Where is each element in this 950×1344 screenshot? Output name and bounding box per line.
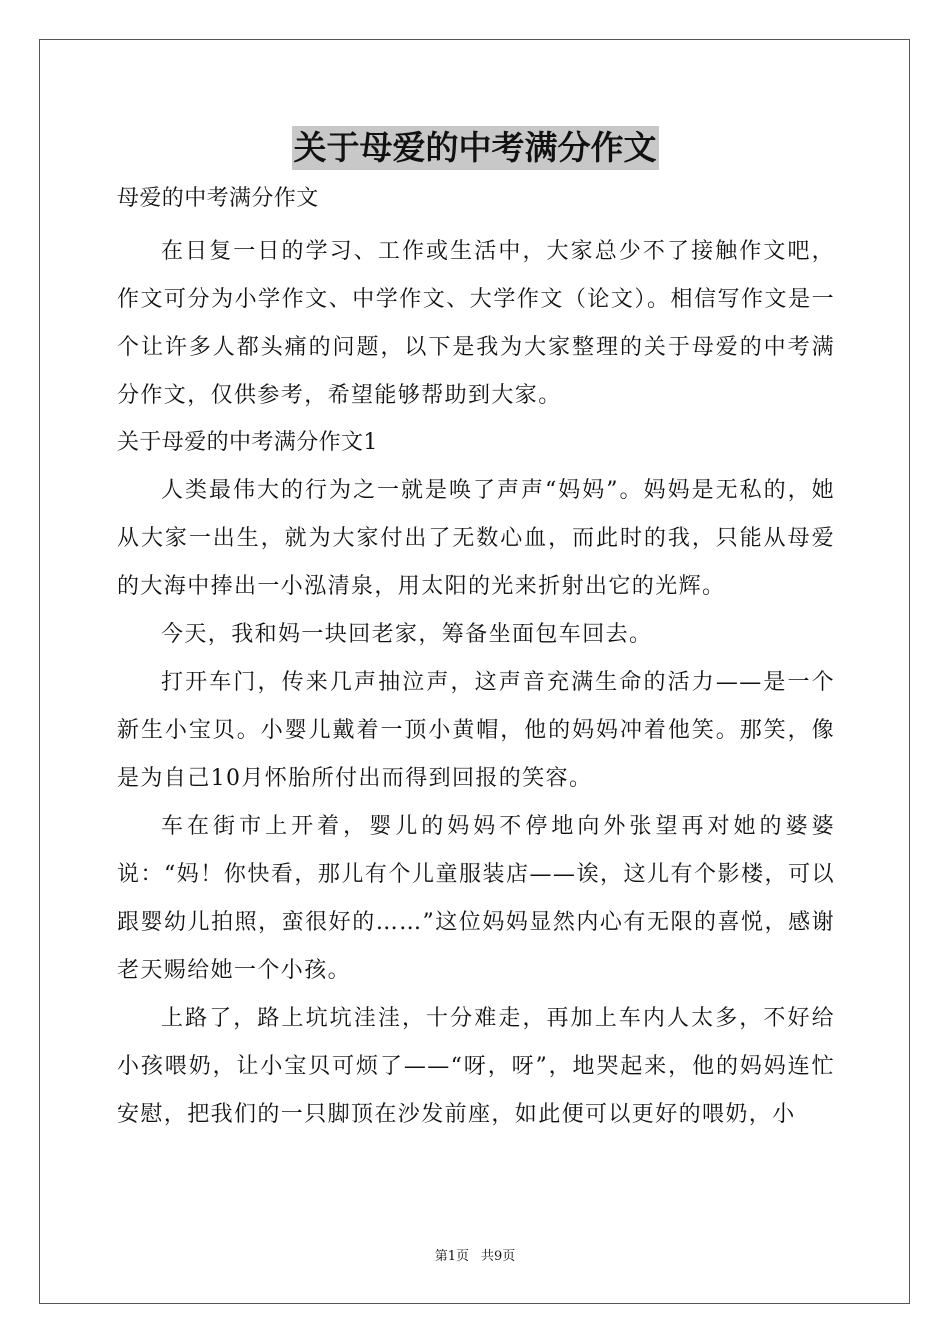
page-footer <box>0 1248 950 1266</box>
document-body <box>117 178 835 1139</box>
page-total: 共9页 <box>481 1249 516 1264</box>
body-paragraph: 打开车门，传来几声抽泣声，这声音充满生命的活力——是一个新生小宝贝。小婴儿戴着一顶小黄帽，他的妈妈冲着他笑。那笑，像是为自己10月怀胎所付出而得到回报的笑容。 <box>117 670 835 791</box>
title-container <box>0 126 950 170</box>
document-title: 关于母爱的中考满分作文 <box>292 126 659 170</box>
body-paragraph: 车在街市上开着，婴儿的妈妈不停地向外张望再对她的婆婆说：“妈！你快看，那儿有个儿童服装店——诶，这儿有个影楼，可以跟婴幼儿拍照，蛮很好的……”这位妈妈显然内心有无限的喜悦，感谢老天赐给她一个小孩。 <box>117 814 835 983</box>
document-subtitle: 母爱的中考满分作文 <box>117 186 319 211</box>
body-paragraph: 今天，我和妈一块回老家，筹备坐面包车回去。 <box>161 622 653 647</box>
section-heading: 关于母爱的中考满分作文1 <box>117 430 378 455</box>
intro-paragraph: 在日复一日的学习、工作或生活中，大家总少不了接触作文吧，作文可分为小学作文、中学作文、大学作文（论文）。相信写作文是一个让许多人都头痛的问题，以下是我为大家整理的关于母爱的中考满分作文，仅供参考，希望能够帮助到大家。 <box>117 239 835 408</box>
page-number: 第1页 <box>434 1249 469 1264</box>
body-paragraph: 上路了，路上坑坑洼洼，十分难走，再加上车内人太多，不好给小孩喂奶，让小宝贝可烦了——“呀，呀”，地哭起来，他的妈妈连忙安慰，把我们的一只脚顶在沙发前座，如此便可以更好的喂奶，小 <box>117 1006 835 1127</box>
body-paragraph: 人类最伟大的行为之一就是唤了声声“妈妈”。妈妈是无私的，她从大家一出生，就为大家付出了无数心血，而此时的我，只能从母爱的大海中捧出一小泓清泉，用太阳的光来折射出它的光辉。 <box>117 478 835 599</box>
